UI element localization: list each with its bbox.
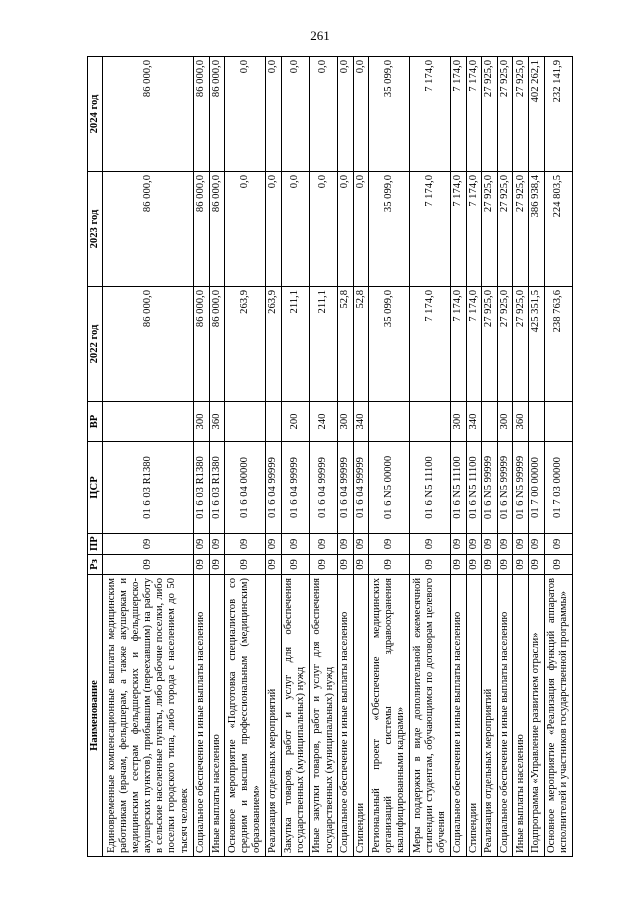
table-row <box>466 57 482 857</box>
table-row <box>194 57 210 857</box>
header-vr: ВР <box>88 402 103 442</box>
cell-2024: 27 925,0 <box>497 57 513 172</box>
cell-2023: 7 174,0 <box>410 172 451 287</box>
page-number: 261 <box>310 28 330 43</box>
cell-2022: 211,1 <box>281 287 309 402</box>
cell-rz: 09 <box>410 555 451 575</box>
cell-2024: 7 174,0 <box>450 57 466 172</box>
cell-2022: 7 174,0 <box>466 287 482 402</box>
cell-2024: 86 000,0 <box>209 57 225 172</box>
cell-pr: 09 <box>266 534 282 555</box>
cell-vr <box>369 402 410 442</box>
cell-csr: 01 6 N5 11100 <box>466 442 482 534</box>
cell-2023: 86 000,0 <box>209 172 225 287</box>
header-2022: 2022 год <box>88 287 103 402</box>
cell-2024: 86 000,0 <box>194 57 210 172</box>
cell-rz: 09 <box>353 555 369 575</box>
cell-2022: 27 925,0 <box>513 287 529 402</box>
table-row <box>410 57 451 857</box>
cell-name: Иные выплаты населению <box>513 575 529 857</box>
cell-2022: 27 925,0 <box>482 287 498 402</box>
table-row <box>309 57 337 857</box>
cell-rz: 09 <box>544 555 572 575</box>
cell-vr: 340 <box>466 402 482 442</box>
header-rz: Рз <box>88 555 103 575</box>
cell-2024: 402 262,1 <box>529 57 545 172</box>
cell-pr: 09 <box>103 534 194 555</box>
cell-2022: 211,1 <box>309 287 337 402</box>
cell-2023: 35 099,0 <box>369 172 410 287</box>
cell-2024: 0,0 <box>338 57 354 172</box>
cell-rz: 09 <box>103 555 194 575</box>
cell-2022: 86 000,0 <box>209 287 225 402</box>
cell-csr: 01 6 04 99999 <box>338 442 354 534</box>
cell-name: Подпрограмма «Управление развитием отрасли» <box>529 575 545 857</box>
cell-rz: 09 <box>497 555 513 575</box>
table-row <box>266 57 282 857</box>
cell-name: Стипендии <box>353 575 369 857</box>
table-row <box>529 57 545 857</box>
cell-2023: 224 803,5 <box>544 172 572 287</box>
cell-vr <box>544 402 572 442</box>
cell-2024: 7 174,0 <box>466 57 482 172</box>
cell-2022: 7 174,0 <box>410 287 451 402</box>
budget-table <box>87 56 573 857</box>
cell-name: Иные закупки товаров, работ и услуг для обеспечения государственных (муниципальных) нужд <box>309 575 337 857</box>
cell-csr: 01 6 03 R1380 <box>103 442 194 534</box>
cell-rz: 09 <box>225 555 266 575</box>
cell-2022: 425 351,5 <box>529 287 545 402</box>
cell-2022: 86 000,0 <box>103 287 194 402</box>
cell-name: Основное мероприятие «Подготовка специалистов со средним и высшим профессиональным (медицинским) образованием» <box>225 575 266 857</box>
rotated-table-container <box>87 57 573 857</box>
cell-csr: 01 7 03 00000 <box>544 442 572 534</box>
header-2023: 2023 год <box>88 172 103 287</box>
header-csr: ЦСР <box>88 442 103 534</box>
cell-name: Иные выплаты населению <box>209 575 225 857</box>
cell-pr: 09 <box>281 534 309 555</box>
cell-2024: 86 000,0 <box>103 57 194 172</box>
cell-pr: 09 <box>353 534 369 555</box>
cell-pr: 09 <box>309 534 337 555</box>
cell-name: Реализация отдельных мероприятий <box>482 575 498 857</box>
cell-2023: 27 925,0 <box>497 172 513 287</box>
cell-2023: 27 925,0 <box>482 172 498 287</box>
cell-name: Региональный проект «Обеспечение медицинских организаций системы здравоохранения квалифицированными кадрами» <box>369 575 410 857</box>
cell-rz: 09 <box>369 555 410 575</box>
cell-pr: 09 <box>369 534 410 555</box>
cell-csr: 01 6 N5 99999 <box>497 442 513 534</box>
cell-pr: 09 <box>513 534 529 555</box>
cell-2024: 0,0 <box>281 57 309 172</box>
cell-2023: 86 000,0 <box>194 172 210 287</box>
header-2024: 2024 год <box>88 57 103 172</box>
cell-2023: 7 174,0 <box>466 172 482 287</box>
cell-vr <box>482 402 498 442</box>
cell-vr: 300 <box>194 402 210 442</box>
cell-pr: 09 <box>497 534 513 555</box>
cell-2022: 52,8 <box>338 287 354 402</box>
cell-name: Меры поддержки в виде дополнительной ежемесячной стипендии студентам, обучающимся по договорам целевого обучения <box>410 575 451 857</box>
cell-2022: 263,9 <box>266 287 282 402</box>
cell-2023: 0,0 <box>225 172 266 287</box>
cell-2023: 0,0 <box>338 172 354 287</box>
cell-csr: 01 7 00 00000 <box>529 442 545 534</box>
table-row <box>450 57 466 857</box>
cell-name: Социальное обеспечение и иные выплаты населению <box>338 575 354 857</box>
table-row <box>513 57 529 857</box>
cell-rz: 09 <box>338 555 354 575</box>
cell-csr: 01 6 03 R1380 <box>209 442 225 534</box>
cell-csr: 01 6 04 00000 <box>225 442 266 534</box>
cell-2022: 263,9 <box>225 287 266 402</box>
cell-2024: 27 925,0 <box>482 57 498 172</box>
cell-csr: 01 6 N5 00000 <box>369 442 410 534</box>
cell-vr: 240 <box>309 402 337 442</box>
cell-vr: 300 <box>497 402 513 442</box>
cell-pr: 09 <box>338 534 354 555</box>
cell-2024: 232 141,9 <box>544 57 572 172</box>
table-row <box>209 57 225 857</box>
cell-csr: 01 6 N5 99999 <box>513 442 529 534</box>
cell-pr: 09 <box>466 534 482 555</box>
cell-csr: 01 6 03 R1380 <box>194 442 210 534</box>
cell-name: Закупка товаров, работ и услуг для обеспечения государственных (муниципальных) нужд <box>281 575 309 857</box>
cell-rz: 09 <box>209 555 225 575</box>
cell-pr: 09 <box>225 534 266 555</box>
cell-rz: 09 <box>266 555 282 575</box>
table-row <box>369 57 410 857</box>
cell-name: Стипендии <box>466 575 482 857</box>
cell-vr: 300 <box>338 402 354 442</box>
cell-name: Реализация отдельных мероприятий <box>266 575 282 857</box>
cell-2023: 0,0 <box>309 172 337 287</box>
cell-rz: 09 <box>309 555 337 575</box>
cell-pr: 09 <box>529 534 545 555</box>
cell-vr <box>103 402 194 442</box>
cell-name: Единовременные компенсационные выплаты медицинским работникам (врачам, фельдшерам, а также акушеркам и медицинским сестрам фельдшерских и фельдшерско-акушерских пунктов), прибывшим (переехавшим) на работу в сельские населенные пункты, либо рабочие поселки, либо поселки городского типа, либо города с населением до 50 тысяч человек <box>103 575 194 857</box>
cell-csr: 01 6 04 99999 <box>266 442 282 534</box>
cell-2024: 7 174,0 <box>410 57 451 172</box>
cell-2023: 27 925,0 <box>513 172 529 287</box>
cell-2023: 0,0 <box>353 172 369 287</box>
cell-pr: 09 <box>194 534 210 555</box>
cell-2024: 0,0 <box>353 57 369 172</box>
header-pr: ПР <box>88 534 103 555</box>
cell-rz: 09 <box>466 555 482 575</box>
header-name: Наименование <box>88 575 103 857</box>
cell-pr: 09 <box>209 534 225 555</box>
cell-pr: 09 <box>544 534 572 555</box>
cell-rz: 09 <box>194 555 210 575</box>
cell-2023: 386 938,4 <box>529 172 545 287</box>
cell-name: Социальное обеспечение и иные выплаты населению <box>450 575 466 857</box>
table-row <box>225 57 266 857</box>
cell-2023: 7 174,0 <box>450 172 466 287</box>
cell-2024: 27 925,0 <box>513 57 529 172</box>
cell-2023: 0,0 <box>281 172 309 287</box>
table-row <box>544 57 572 857</box>
cell-name: Основное мероприятие «Реализация функций аппаратов исполнителей и участников государственной программы» <box>544 575 572 857</box>
cell-2023: 86 000,0 <box>103 172 194 287</box>
table-row <box>281 57 309 857</box>
cell-vr <box>266 402 282 442</box>
cell-vr <box>529 402 545 442</box>
cell-csr: 01 6 04 99999 <box>353 442 369 534</box>
cell-2022: 7 174,0 <box>450 287 466 402</box>
cell-pr: 09 <box>410 534 451 555</box>
cell-2023: 0,0 <box>266 172 282 287</box>
cell-csr: 01 6 N5 99999 <box>482 442 498 534</box>
cell-vr <box>410 402 451 442</box>
cell-vr: 340 <box>353 402 369 442</box>
table-header-row <box>88 57 103 857</box>
cell-2024: 35 099,0 <box>369 57 410 172</box>
cell-2024: 0,0 <box>309 57 337 172</box>
cell-2022: 86 000,0 <box>194 287 210 402</box>
table-row <box>103 57 194 857</box>
cell-name: Социальное обеспечение и иные выплаты населению <box>194 575 210 857</box>
cell-csr: 01 6 04 99999 <box>309 442 337 534</box>
cell-vr <box>225 402 266 442</box>
cell-rz: 09 <box>482 555 498 575</box>
cell-vr: 360 <box>513 402 529 442</box>
cell-2024: 0,0 <box>225 57 266 172</box>
cell-csr: 01 6 04 99999 <box>281 442 309 534</box>
table-row <box>353 57 369 857</box>
cell-rz: 09 <box>529 555 545 575</box>
cell-2024: 0,0 <box>266 57 282 172</box>
cell-pr: 09 <box>482 534 498 555</box>
cell-csr: 01 6 N5 11100 <box>410 442 451 534</box>
cell-2022: 27 925,0 <box>497 287 513 402</box>
table-row <box>338 57 354 857</box>
cell-vr: 360 <box>209 402 225 442</box>
cell-2022: 52,8 <box>353 287 369 402</box>
cell-pr: 09 <box>450 534 466 555</box>
cell-2022: 35 099,0 <box>369 287 410 402</box>
cell-csr: 01 6 N5 11100 <box>450 442 466 534</box>
table-row <box>482 57 498 857</box>
cell-rz: 09 <box>513 555 529 575</box>
cell-vr: 200 <box>281 402 309 442</box>
cell-vr: 300 <box>450 402 466 442</box>
cell-name: Социальное обеспечение и иные выплаты населению <box>497 575 513 857</box>
table-row <box>497 57 513 857</box>
cell-rz: 09 <box>450 555 466 575</box>
cell-rz: 09 <box>281 555 309 575</box>
cell-2022: 238 763,6 <box>544 287 572 402</box>
